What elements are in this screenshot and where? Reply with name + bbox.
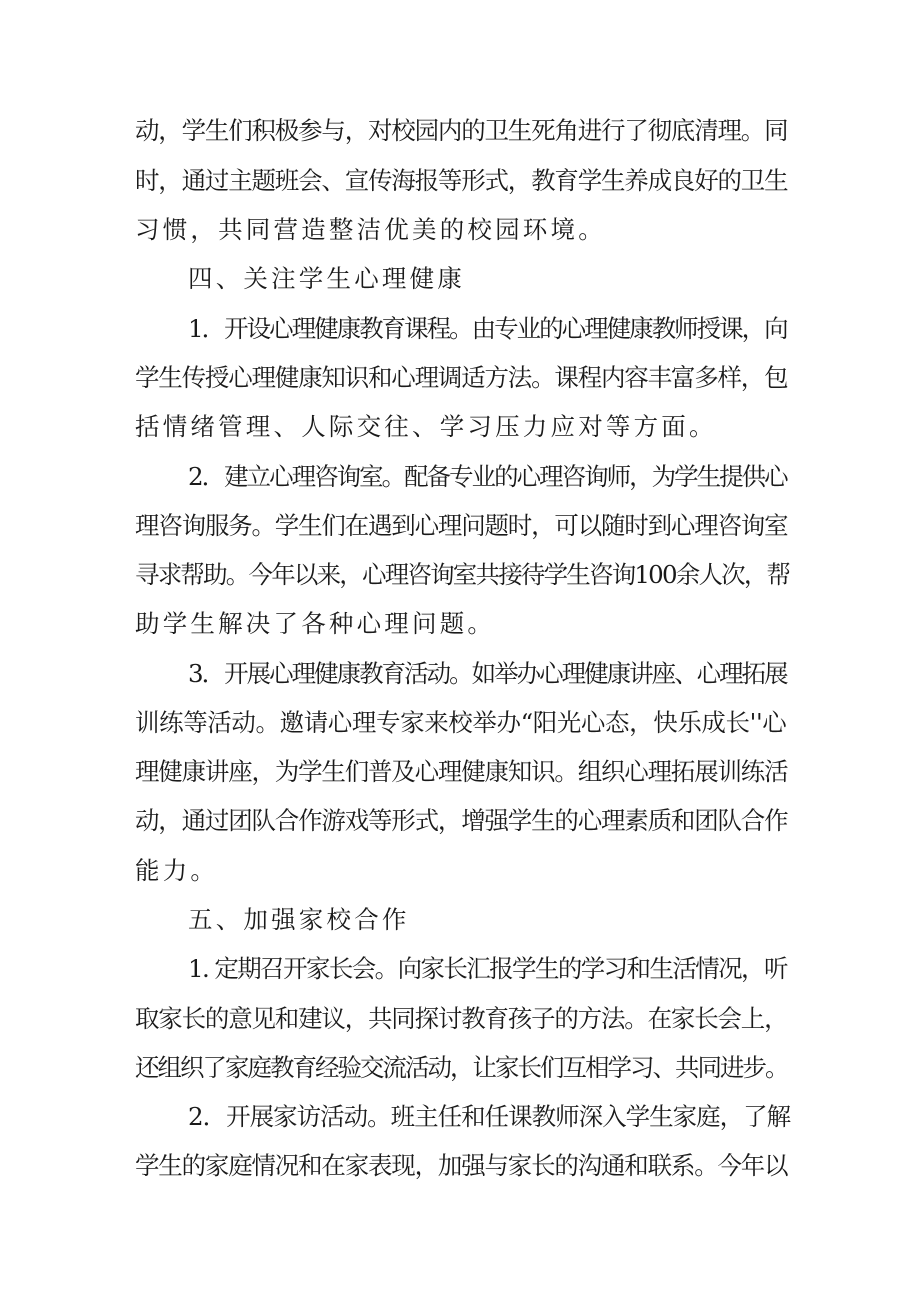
text-line: 训练等活动。邀请心理专家来校举办“阳光心态，快乐成长''心 bbox=[135, 708, 787, 737]
text-line: 括情绪管理、人际交往、学习压力应对等方面。 bbox=[135, 412, 717, 441]
text-line: 2．建立心理咨询室。配备专业的心理咨询师，为学生提供心 bbox=[188, 462, 787, 491]
section-heading: 四、关注学生心理健康 bbox=[188, 264, 465, 293]
text-line: 取家长的意见和建议，共同探讨教育孩子的方法。在家长会上， bbox=[135, 1004, 788, 1033]
text-line: 能力。 bbox=[135, 856, 219, 885]
text-line: 理咨询服务。学生们在遇到心理问题时，可以随时到心理咨询室 bbox=[135, 511, 788, 540]
text-line: 习惯，共同营造整洁优美的校园环境。 bbox=[135, 215, 606, 244]
text-line: 学生的家庭情况和在家表现，加强与家长的沟通和联系。今年以 bbox=[135, 1151, 788, 1180]
text-line: 2．开展家访活动。班主任和任课教师深入学生家庭，了解 bbox=[188, 1102, 791, 1131]
text-line: 理健康讲座，为学生们普及心理健康知识。组织心理拓展训练活 bbox=[135, 757, 788, 786]
section-heading: 五、加强家校合作 bbox=[188, 905, 410, 934]
text-line: 1．开设心理健康教育课程。由专业的心理健康教师授课，向 bbox=[188, 314, 787, 343]
text-line: 还组织了家庭教育经验交流活动，让家长们互相学习、共同进步。 bbox=[135, 1053, 788, 1082]
text-line: 动，学生们积极参与，对校园内的卫生死角进行了彻底清理。同 bbox=[135, 116, 788, 145]
text-line: 寻求帮助。今年以来，心理咨询室共接待学生咨询100余人次，帮 bbox=[135, 560, 790, 589]
text-line: 动，通过团队合作游戏等形式，增强学生的心理素质和团队合作 bbox=[135, 806, 788, 835]
text-line: 助学生解决了各种心理问题。 bbox=[135, 609, 496, 638]
text-line: 3．开展心理健康教育活动。如举办心理健康讲座、心理拓展 bbox=[188, 659, 787, 688]
text-line: 时，通过主题班会、宣传海报等形式，教育学生养成良好的卫生 bbox=[135, 166, 788, 195]
text-line: 学生传授心理健康知识和心理调适方法。课程内容丰富多样，包 bbox=[135, 363, 788, 392]
text-line: 1. 定期召开家长会。向家长汇报学生的学习和生活情况，听 bbox=[188, 954, 787, 983]
